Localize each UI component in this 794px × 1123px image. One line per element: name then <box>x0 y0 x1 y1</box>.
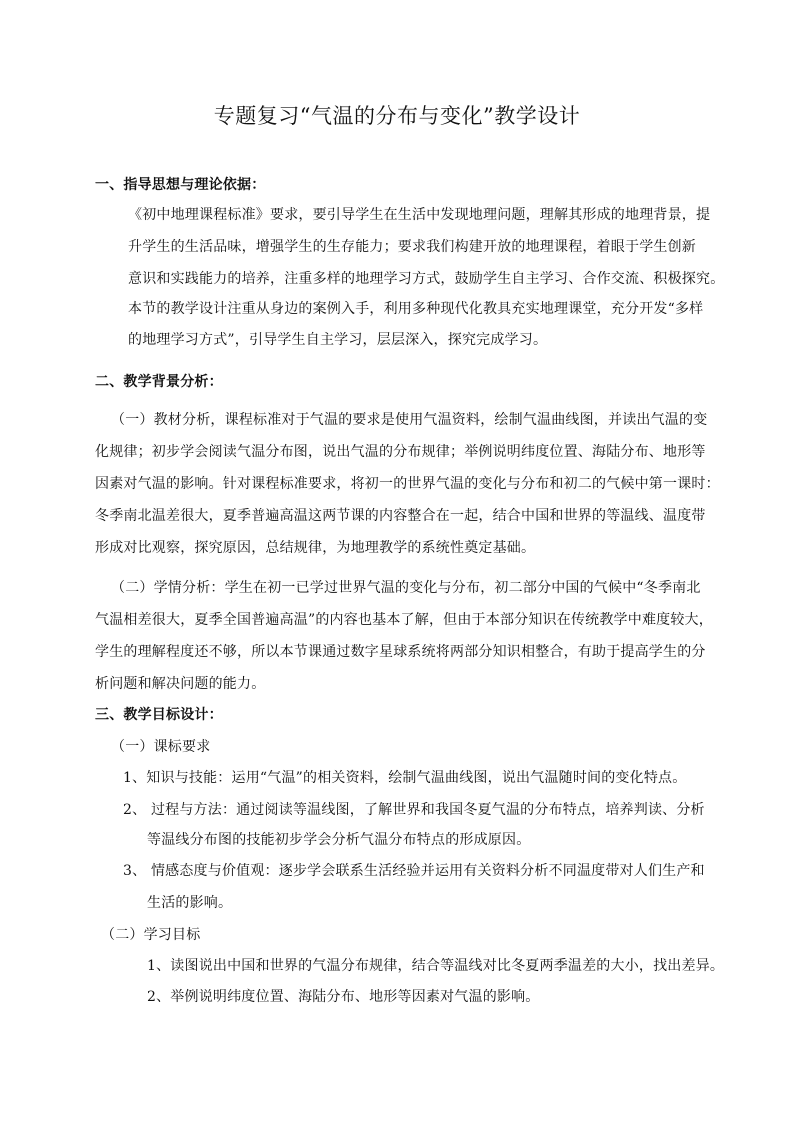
section3-sub1-item: 2、 过程与方法：通过阅读等温线图，了解世界和我国冬夏气温的分布特点，培养判读、分析 <box>123 802 705 818</box>
section3-sub1-item: 1、知识与技能：运用“气温”的相关资料，绘制气温曲线图，说出气温随时间的变化特点。 <box>123 770 687 786</box>
section2-para2-line: 析问题和解决问题的能力。 <box>95 676 266 692</box>
section3-sub1-item: 3、 情感态度与价值观：逐步学会联系生活经验并运用有关资料分析不同温度带对人们生产和 <box>123 863 705 879</box>
section3-heading: 三、教学目标设计： <box>95 707 223 723</box>
section1-line: 的地理学习方式”，引导学生自主学习，层层深入，探究完成学习。 <box>128 332 548 348</box>
section2-para2-line: （二）学情分析：学生在初一已学过世界气温的变化与分布，初二部分中国的气候中“冬季南北 <box>111 580 701 596</box>
section2-para1-line: （一）教材分析，课程标准对于气温的要求是使用气温资料，绘制气温曲线图，并读出气温的变 <box>111 412 708 428</box>
section2-para1-line: 形成对比观察，探究原因，总结规律，为地理教学的系统性奠定基础。 <box>95 540 536 556</box>
document-title: 专题复习“气温的分布与变化”教学设计 <box>213 104 581 128</box>
section3-sub2-heading: （二）学习目标 <box>101 927 201 943</box>
section1-line: 本节的教学设计注重从身边的案例入手，利用多种现代化教具充实地理课堂，充分开发“多样 <box>128 301 704 317</box>
section1-line: 《初中地理课程标准》要求，要引导学生在生活中发现地理问题，理解其形成的地理背景，提 <box>128 207 711 223</box>
section3-sub1-item: 生活的影响。 <box>147 895 233 911</box>
section1-line: 升学生的生活品味，增强学生的生存能力；要求我们构建开放的地理课程，着眼于学生创新 <box>128 239 696 255</box>
section3-sub2-item: 2、举例说明纬度位置、海陆分布、地形等因素对气温的影响。 <box>147 989 540 1005</box>
section2-para1-line: 化规律；初步学会阅读气温分布图，说出气温的分布规律；举例说明纬度位置、海陆分布、地形等 <box>95 444 706 460</box>
section3-sub2-item: 1、读图说出中国和世界的气温分布规律，结合等温线对比冬夏两季温差的大小，找出差异。 <box>147 958 725 974</box>
section2-para1-line: 冬季南北温差很大，夏季普遍高温这两节课的内容整合在一起，结合中国和世界的等温线、温度带 <box>95 508 706 524</box>
section3-sub1-item: 等温线分布图的技能初步学会分析气温分布特点的形成原因。 <box>147 832 531 848</box>
section1-heading: 一、指导思想与理论依据： <box>95 177 266 193</box>
section2-heading: 二、教学背景分析： <box>95 374 223 390</box>
section2-para2-line: 学生的理解程度还不够，所以本节课通过数字星球系统将两部分知识相整合，有助于提高学生的分 <box>95 644 706 660</box>
section3-sub1-heading: （一）课标要求 <box>111 739 211 755</box>
section2-para1-line: 因素对气温的影响。针对课程标准要求，将初一的世界气温的变化与分布和初二的气候中第一课时： <box>95 476 720 492</box>
section2-para2-line: 气温相差很大，夏季全国普遍高温”的内容也基本了解，但由于本部分知识在传统教学中难度较大， <box>95 612 713 628</box>
section1-line: 意识和实践能力的培养，注重多样的地理学习方式，鼓励学生自主学习、合作交流、积极探究。 <box>128 271 725 287</box>
